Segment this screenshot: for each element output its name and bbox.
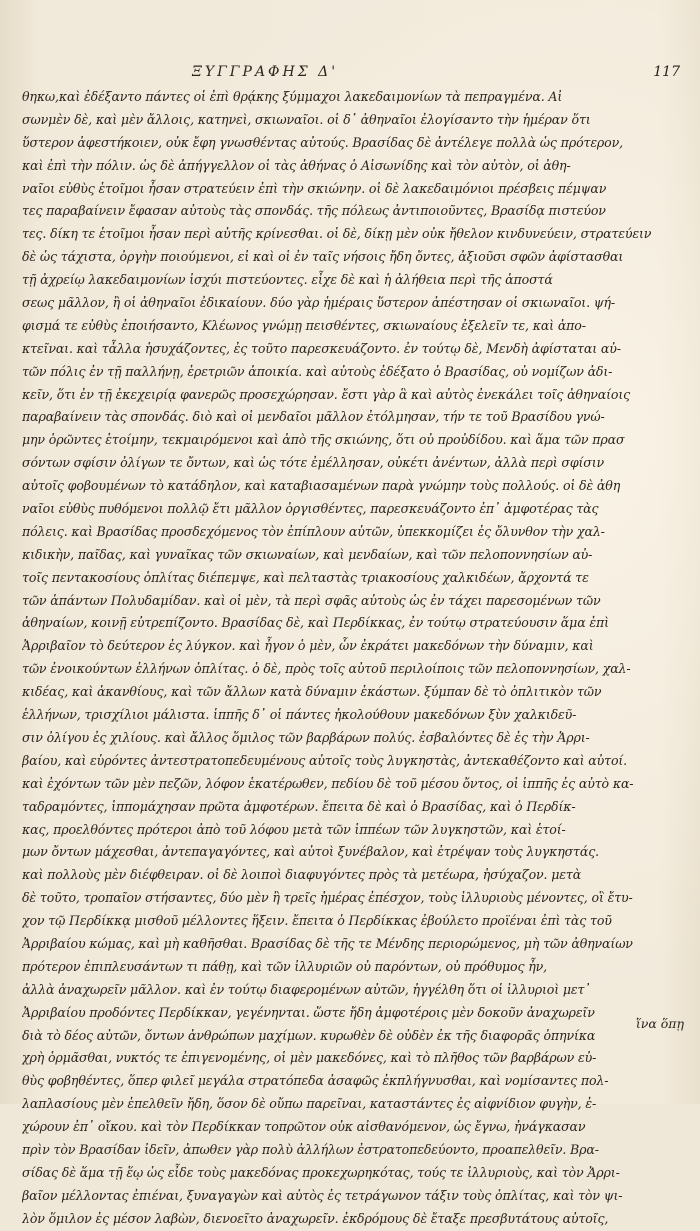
text-line: πρὶν τὸν Βρασίδαν ἰδεῖν, ἀπωθεν γὰρ πολὺ ἀλλήλων ἐστρατοπεδεύοντο, προαπελθεῖν. Βρα- [22, 1141, 599, 1157]
page-header [16, 64, 680, 84]
text-line: καὶ ἐπὶ τὴν πόλιν. ὡς δὲ ἀπήγγελλον οἱ τὰς ἀθήνας ὁ Αἰσωνίδης καὶ τὸν αὐτὸν, οἱ ἀθη- [22, 157, 571, 173]
text-line: ταδραμόντες, ἱππομάχησαν πρῶτα ἀμφοτέρων. ἔπειτα δὲ καὶ ὁ Βρασίδας, καὶ ὁ Περδίκ- [22, 798, 576, 814]
text-line: φισμά τε εὐθὺς ἐποιήσαντο, Κλέωνος γνώμῃ πεισθέντες, σκιωναίους ἐξελεῖν τε, καὶ ἀπο- [22, 317, 586, 333]
text-line: κιδέας, καὶ ἀκανθίους, καὶ τῶν ἄλλων κατὰ δύναμιν ἑκάστων. ξύμπαν δὲ τὸ ὁπλιτικὸν τῶν [22, 684, 602, 700]
text-line: τῶν ἁπάντων Πολυδαμίδαν. καὶ οἱ μὲν, τὰ περὶ σφᾶς αὐτοὺς ὡς ἐν τάχει παρεσομένων τῶν [22, 592, 601, 608]
text-line: θηκω,καὶ ἐδέξαντο πάντες οἱ ἐπὶ θρᾴκης ξύμμαχοι λακεδαιμονίων τὰ πεπραγμένα. Αἰ [22, 89, 563, 104]
text-line: σιν ὀλίγου ἐς χιλίους. καὶ ἄλλος ὅμιλος τῶν βαρβάρων πολύς. ἐσβαλόντες δὲ ἐς τὴν Ἀρρι- [22, 729, 590, 745]
text-line: ναῖοι εὐθὺς ἑτοῖμοι ἦσαν στρατεύειν ἐπὶ τὴν σκιώνην. οἱ δὲ λακεδαιμόνιοι πρέσβεις πέμψαν [22, 180, 607, 196]
text-line: μων ὄντων μάχεσθαι, ἀντεπαγαγόντες, καὶ αὐτοὶ ξυνέβαλον, καὶ ἐτρέψαν τοὺς λυγκηστάς. [22, 844, 599, 860]
text-line: παραβαίνειν τὰς σπονδάς. διὸ καὶ οἱ μενδαῖοι μᾶλλον ἐτόλμησαν, τήν τε τοῦ Βρασίδου γνώ- [22, 409, 605, 425]
text-line: τοῖς πεντακοσίους ὁπλίτας διέπεμψε, καὶ πελταστὰς τριακοσίους χαλκιδέων, ἄρχοντά τε [22, 569, 589, 585]
text-line: τῶν ἐνοικούντων ἑλλήνων ὁπλίτας. ὁ δὲ, πρὸς τοῖς αὐτοῦ περιλοίποις τῶν πελοποννησίων, χαλ- [22, 661, 631, 677]
text-line: καὶ πολλοὺς μὲν διέφθειραν. οἱ δὲ λοιποὶ διαφυγόντες πρὸς τὰ μετέωρα, ἡσύχαζον. μετὰ [22, 867, 582, 883]
text-line: αὐτοῖς φοβουμένων τὸ κατάδηλον, καὶ καταβιασαμένων παρὰ γνώμην τοὺς πολλούς. οἱ δὲ ἀθη [22, 478, 621, 494]
text-line: ἑλλήνων, τρισχίλιοι μάλιστα. ἱππῆς δ᾽ οἱ πάντες ἠκολούθουν μακεδόνων ξὺν χαλκιδεῦ- [22, 707, 577, 723]
text-line: Ἀρριβαῖον τὸ δεύτερον ἐς λύγκον. καὶ ἦγον ὁ μὲν, ὧν ἐκράτει μακεδόνων τὴν δύναμιν, καὶ [22, 638, 594, 654]
text-line: λαπλασίους μὲν ἐπελθεῖν ἤδη, ὅσον δὲ οὔπω παρεῖναι, καταστάντες ἐς αἰφνίδιον φυγὴν, ἐ- [22, 1096, 597, 1112]
text-line: ἀθηναίων, κοινῇ εὐτρεπίζοντο. Βρασίδας δὲ, καὶ Περδίκκας, ἐν τούτῳ στρατεύουσιν ἅμα ἐπὶ [22, 615, 609, 631]
text-line: χον τῷ Περδίκκᾳ μισθοῦ μέλλοντες ἥξειν. ἔπειτα ὁ Περδίκκας ἐβούλετο προϊέναι ἐπὶ τὰς τοῦ [22, 913, 612, 929]
text-line: ἀλλὰ ἀναχωρεῖν μᾶλλον. καὶ ἐν τούτῳ διαφερομένων αὐτῶν, ἠγγέλθη ὅτι οἱ ἰλλυριοὶ μετ᾽ [22, 981, 591, 997]
text-line: βαίου, καὶ εὑρόντες ἀντεστρατοπεδευμένους αὐτοῖς τοὺς λυγκηστὰς, ἀντεκαθέζοντο καὶ αὐτοί. [22, 752, 628, 768]
text-line: χρὴ ὁρμᾶσθαι, νυκτός τε ἐπιγενομένης, οἱ μὲν μακεδόνες, καὶ τὸ πλῆθος τῶν βαρβάρων εὐ- [22, 1050, 597, 1066]
text-line: ὕστερον ἀφεστήκοιεν, οὐκ ἔφη γνωσθέντας αὐτούς. Βρασίδας δὲ ἀντέλεγε πολλὰ ὡς πρότερον, [22, 134, 623, 150]
text-line: κεῖν, ὅτι ἐν τῇ ἐκεχειρίᾳ φανερῶς προσεχώρησαν. ἔστι γὰρ ἃ καὶ αὐτὸς ἐνεκάλει τοῖς ἀθηναίοις [22, 386, 631, 402]
text-line: θὺς φοβηθέντες, ὅπερ φιλεῖ μεγάλα στρατόπεδα ἀσαφῶς ἐκπλήγνυσθαι, καὶ νομίσαντες πολ- [22, 1073, 609, 1089]
body-text [22, 86, 672, 1231]
text-line: διὰ τὸ δέος αὐτῶν, ὄντων ἀνθρώπων μαχίμων. κυρωθὲν δὲ οὐδὲν ἐκ τῆς διαφορᾶς ὁπηνίκα [22, 1027, 596, 1043]
text-line: δὲ τοῦτο, τροπαῖον στήσαντες, δύο μὲν ἢ τρεῖς ἡμέρας ἐπέσχον, τοὺς ἰλλυριοὺς μένοντες, οἳ ἔτυ- [22, 890, 633, 906]
text-line: κιδικὴν, παῖδας, καὶ γυναῖκας τῶν σκιωναίων, καὶ μενδαίων, καὶ τῶν πελοποννησίων αὐ- [22, 546, 593, 562]
text-line: πρότερον ἐπιπλευσάντων τι πάθῃ, καὶ τῶν ἰλλυριῶν οὐ παρόντων, οὐ πρόθυμος ἦν, [22, 958, 547, 974]
text-line: κας, προελθόντες πρότεροι ἀπὸ τοῦ λόφου μετὰ τῶν ἱππέων τῶν λυγκηστῶν, καὶ ἑτοί- [22, 821, 566, 837]
text-line: πόλεις. καὶ Βρασίδας προσδεχόμενος τὸν ἐπίπλουν αὐτῶν, ὑπεκκομίζει ἐς ὄλυνθον τὴν χαλ- [22, 523, 605, 539]
text-line: ναῖοι εὐθὺς πυθόμενοι πολλῷ ἔτι μᾶλλον ὀργισθέντες, παρεσκευάζοντο ἐπ᾽ ἀμφοτέρας τὰς [22, 501, 599, 517]
text-line: καὶ ἐχόντων τῶν μὲν πεζῶν, λόφον ἑκατέρωθεν, πεδίου δὲ τοῦ μέσου ὄντος, οἱ ἱππῆς ἐς αὐτὸ κα- [22, 775, 634, 791]
text-line: Ἀρριβαίου προδόντες Περδίκκαν, γεγένηνται. ὥστε ἤδη ἀμφοτέροις μὲν δοκοῦν ἀναχωρεῖν [22, 1004, 595, 1020]
page-number: 117 [653, 64, 680, 80]
text-line: μην ὁρῶντες ἑτοίμην, τεκμαιρόμενοι καὶ ἀπὸ τῆς σκιώνης, ὅτι οὐ προὐδίδου. καὶ ἅμα τῶν πρασ [22, 432, 625, 448]
text-line: σόντων σφίσιν ὀλίγων τε ὄντων, καὶ ὡς τότε ἐμέλλησαν, οὐκέτι ἀνέντων, ἀλλὰ περὶ σφίσιν [22, 455, 605, 471]
text-line: σωνμὲν δὲ, καὶ μὲν ἄλλοις, κατηνεὶ, σκιωναῖοι. οἱ δ᾽ ἀθηναῖοι ἐλογίσαντο τὴν ἡμέραν ὅτι [22, 111, 591, 127]
text-line: σίδας δὲ ἅμα τῇ ἕῳ ὡς εἶδε τοὺς μακεδόνας προκεχωρηκότας, τούς τε ἰλλυριοὺς, καὶ τὸν Ἀρρι- [22, 1164, 620, 1180]
running-title: ΞΥΓΓΡΑΦΗΣ Δ' [192, 64, 339, 80]
text-line: βαῖον μέλλοντας ἐπιέναι, ξυναγαγὼν καὶ αὐτὸς ἐς τετράγωνον τάξιν τοὺς ὁπλίτας, καὶ τὸν ψι- [22, 1187, 623, 1203]
catchword: ἵνα ὅπῃ [635, 1016, 684, 1031]
text-line: Ἀρριβαίου κώμας, καὶ μὴ καθῆσθαι. Βρασίδας δὲ τῆς τε Μένδης περιορώμενος, μὴ τῶν ἀθηναίων [22, 935, 633, 951]
text-line: τῶν πόλις ἐν τῇ παλλήνῃ, ἐρετριῶν ἀποικία. καὶ αὐτοὺς ἐδέξατο ὁ Βρασίδας, οὐ νομίζων ἀδι- [22, 363, 613, 379]
text-line: τες παραβαίνειν ἔφασαν αὐτοὺς τὰς σπονδάς. τῆς πόλεως ἀντιποιοῦντες, Βρασίδᾳ πιστεύον [22, 203, 606, 219]
text-line: τῇ ἀχρείῳ λακεδαιμονίων ἰσχύι πιστεύοντες. εἶχε δὲ καὶ ἡ ἀλήθεια περὶ τῆς ἀποστά [22, 272, 553, 288]
text-line: σεως μᾶλλον, ἢ οἱ ἀθηναῖοι ἐδικαίουν. δύο γὰρ ἡμέραις ὕστερον ἀπέστησαν οἱ σκιωναῖοι. ψή- [22, 295, 616, 311]
text-line: κτεῖναι. καὶ τἆλλα ἡσυχάζοντες, ἐς τοῦτο παρεσκευάζοντο. ἐν τούτῳ δὲ, Μενδὴ ἀφίσταται αὐ- [22, 340, 621, 356]
text-line: τες. δίκη τε ἑτοῖμοι ἦσαν περὶ αὐτῆς κρίνεσθαι. οἱ δὲ, δίκῃ μὲν οὐκ ἤθελον κινδυνεύειν, στρατεύειν [22, 226, 652, 242]
text-line: χώρουν ἐπ᾽ οἴκου. καὶ τὸν Περδίκκαν τοπρῶτον οὐκ αἰσθανόμενον, ὡς ἔγνω, ἠνάγκασαν [22, 1119, 586, 1135]
text-line: λὸν ὅμιλον ἐς μέσον λαβὼν, διενοεῖτο ἀναχωρεῖν. ἐκδρόμους δὲ ἔταξε πρεσβυτάτους αὐτοῖς, [22, 1210, 609, 1226]
text-line: δὲ ὡς τάχιστα, ὀργὴν ποιούμενοι, εἰ καὶ οἱ ἐν ταῖς νήσοις ἤδη ὄντες, ἀξιοῦσι σφῶν ἀφίστασθαι [22, 249, 624, 265]
